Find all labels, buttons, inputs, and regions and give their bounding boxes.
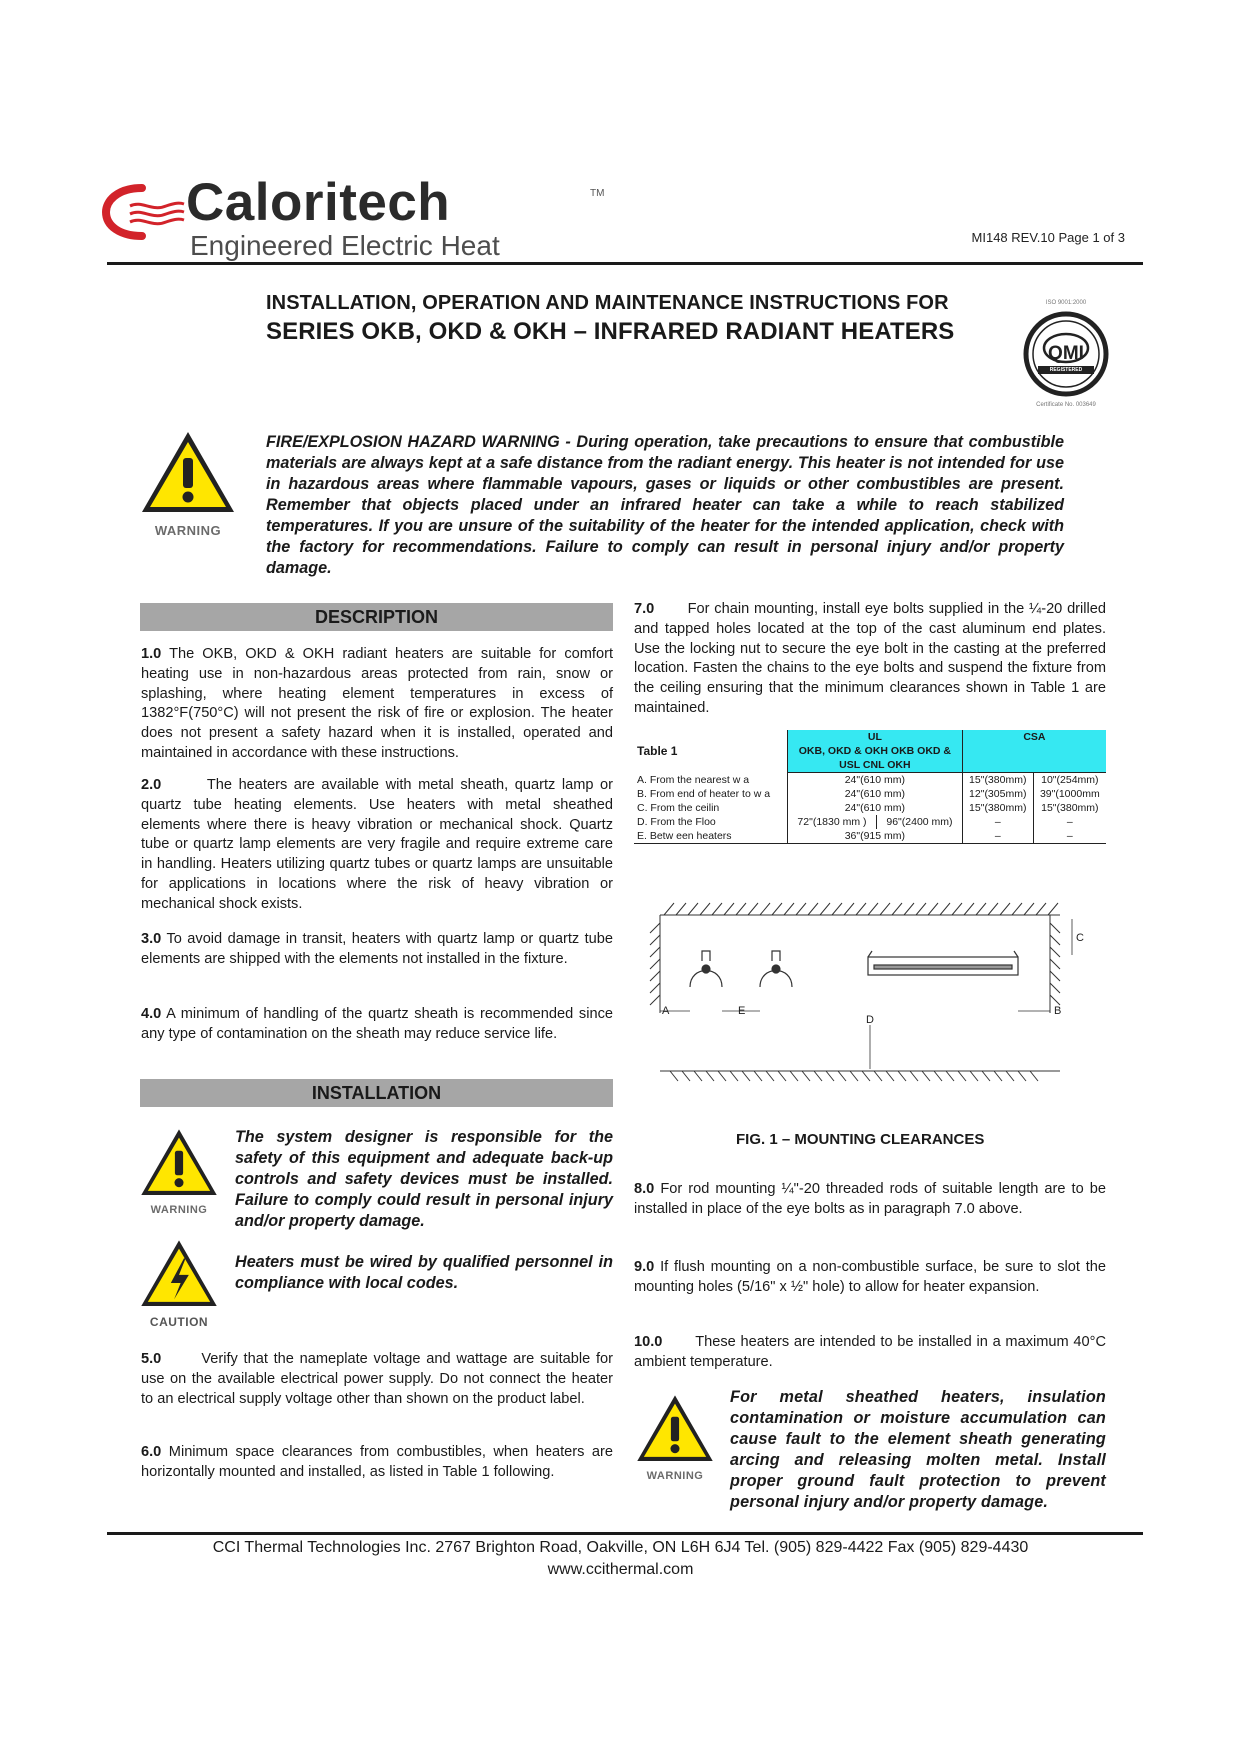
csa-value-2: 39"(1000mm — [1039, 788, 1100, 800]
figure-1-caption: FIG. 1 – MOUNTING CLEARANCES — [736, 1131, 985, 1148]
ul-header: UL — [787, 730, 962, 744]
paragraph-text: These heaters are intended to be installed in a maximum 40°C ambient temperature. — [634, 1334, 1106, 1370]
row-label: E. Betw een heaters — [634, 829, 787, 844]
warning-icon-label: WARNING — [154, 523, 222, 538]
csa-subheader-blank-2 — [962, 758, 1106, 773]
csa-value-1: 12"(305mm) — [962, 787, 1033, 801]
heater-end-view-2 — [760, 951, 792, 987]
registered-label: REGISTERED — [1049, 367, 1083, 373]
ul-value: 24"(610 mm) — [787, 787, 962, 801]
row-label: B. From end of heater to w a — [634, 787, 787, 801]
ul-value: 72"(1830 mm ) — [787, 815, 876, 829]
installation-heading: INSTALLATION — [140, 1079, 613, 1107]
dimension-e-label: E — [738, 1005, 746, 1017]
table-label: Table 1 — [634, 730, 787, 773]
csa-value-1: 15"(380mm) — [962, 773, 1033, 788]
document-title-line1: INSTALLATION, OPERATION AND MAINTENANCE INSTRUCTIONS FOR — [266, 292, 949, 314]
qmi-mark: QMI — [1048, 343, 1084, 364]
paragraph-6 — [141, 1443, 613, 1483]
csa-header: CSA — [962, 730, 1106, 744]
warning-icon-label: WARNING — [150, 1204, 208, 1216]
document-title-line2: SERIES OKB, OKD & OKH – INFRARED RADIANT HEATERS — [266, 318, 955, 345]
fire-warning-icon — [138, 428, 238, 538]
csa-value-1: – — [962, 829, 1033, 844]
paragraph-text: Verify that the nameplate voltage and wattage are suitable for use on the available electrical power supply. Do not connect the heater to an electrical supply voltage other than shown on the product label. — [141, 1351, 614, 1407]
row-label: D. From the Floo — [634, 815, 787, 829]
paragraph-number: 8.0 — [634, 1181, 655, 1197]
footer-divider — [107, 1532, 1143, 1535]
table-row — [634, 773, 1106, 788]
dimension-b-label: B — [1054, 1005, 1062, 1017]
heater-end-view-1 — [690, 951, 722, 987]
paragraph-7 — [634, 600, 1106, 719]
paragraph-number: 5.0 — [141, 1351, 162, 1367]
paragraph-number: 6.0 — [141, 1444, 162, 1460]
ground-fault-warning-icon — [634, 1392, 716, 1482]
paragraph-number: 1.0 — [141, 646, 162, 662]
table-row — [634, 815, 1106, 829]
certificate-number: Certificate No. 003649 — [1036, 402, 1096, 408]
paragraph-text: The heaters are available with metal sheath, quartz lamp or quartz tube heating elements. Use heaters with metal sheathed elements where there is heavy vibration or mechanical shock. Quartz tube or quartz lamp elements are very fragile and require extreme care in handling. Heaters utilizing quartz tubes or quartz lamps are unsuitable for applications in locations where the risk of heavy vibration or mechanical shock exists. — [141, 777, 613, 912]
caution-icon-label: CAUTION — [149, 1315, 209, 1329]
ul-value: 36"(915 mm) — [787, 829, 962, 844]
paragraph-8 — [634, 1180, 1106, 1220]
heater-side-view — [868, 951, 1018, 975]
paragraph-number: 4.0 — [141, 1006, 162, 1022]
fire-explosion-warning-text: FIRE/EXPLOSION HAZARD WARNING - During operation, take precautions to ensure that combustible materials are always kept at a safe distance from the radiant energy. This heater is not intended for use in hazardous areas where flammable vapours, gases or liquids or other combustibles are present. Remember that objects placed under an infrared heater can take a while to reach stabilized temperatures. If you are unsure of the suitability of the heater for the intended application, check with the factory for recommendations. Failure to comply can result in personal injury and/or property damage. — [266, 433, 1064, 577]
brand-tagline: Engineered Electric Heat — [190, 230, 500, 261]
row-label: C. From the ceilin — [634, 801, 787, 815]
paragraph-10 — [634, 1333, 1106, 1373]
paragraph-number: 3.0 — [141, 931, 162, 947]
dimension-d-label: D — [866, 1014, 874, 1026]
paragraph-number: 7.0 — [634, 601, 655, 617]
qmi-registration-badge — [1012, 300, 1120, 416]
paragraph-text: A minimum of handling of the quartz sheath is recommended since any type of contamination on the sheath may reduce service life. — [141, 1006, 613, 1042]
electrical-caution-icon — [138, 1237, 220, 1329]
ul-value-2: 96"(2400 mm) — [877, 815, 963, 829]
paragraph-number: 2.0 — [141, 777, 162, 793]
company-logo — [102, 173, 605, 261]
warning-icon-label: WARNING — [646, 1470, 704, 1482]
mounting-clearances-diagram — [640, 893, 1110, 1093]
ul-value: 24"(610 mm) — [787, 773, 962, 788]
dimension-a-label: A — [662, 1005, 670, 1017]
dimension-c-label: C — [1076, 932, 1084, 944]
iso-standard-label: ISO 9001:2000 — [1045, 300, 1087, 306]
table-row — [634, 787, 1106, 801]
paragraph-3 — [141, 930, 613, 970]
csa-value-1: 15"(380mm) — [962, 801, 1033, 815]
header-divider — [107, 262, 1143, 265]
paragraph-text: The OKB, OKD & OKH radiant heaters are suitable for comfort heating use in non-hazardous areas protected from rain, snow or splashing, where heating element temperatures in excess of 1382°F(750°C) will not present the risk of fire or explosion. The heater does not present a safety hazard when it is installed, operated and maintained in accordance with these instructions. — [141, 646, 613, 761]
installation-warning-text: The system designer is responsible for the safety of this equipment and adequate back-up controls and safety devices must be installed. Failure to comply could result in personal injury and/or property damage. — [235, 1128, 613, 1230]
ul-value: 24"(610 mm) — [787, 801, 962, 815]
caution-text: Heaters must be wired by qualified personnel in compliance with local codes. — [235, 1253, 613, 1292]
paragraph-text: If flush mounting on a non-combustible surface, be sure to slot the mounting holes (5/16" x ½" hole) to allow for heater expansion. — [634, 1259, 1106, 1295]
paragraph-5 — [141, 1350, 613, 1409]
paragraph-text: To avoid damage in transit, heaters with quartz lamp or quartz tube elements are shipped with the elements not installed in the fixture. — [141, 931, 613, 967]
ul-subheader-2: USL CNL OKH — [787, 758, 962, 773]
brand-name: Caloritech — [186, 173, 451, 232]
ground-fault-warning-text: For metal sheathed heaters, insulation contamination or moisture accumulation can cause fault to the element sheath generating arcing and releasing molten metal. Install proper ground fault protection to prevent personal injury and/or property damage. — [730, 1388, 1106, 1511]
table-row — [634, 801, 1106, 815]
paragraph-2 — [141, 776, 613, 915]
csa-subheader-blank — [962, 744, 1106, 758]
paragraph-text: For rod mounting ¼"-20 threaded rods of suitable length are to be installed in place of the eye bolts as in paragraph 7.0 above. — [634, 1181, 1106, 1217]
company-website: www.ccithermal.com — [547, 1561, 694, 1578]
company-address: CCI Thermal Technologies Inc. 2767 Brighton Road, Oakville, ON L6H 6J4 Tel. (905) 829-4422 Fax (905) 829-4430 — [212, 1539, 1029, 1556]
trademark-symbol: TM — [590, 188, 605, 199]
document-reference: MI148 REV.10 Page 1 of 3 — [971, 230, 1125, 245]
paragraph-9 — [634, 1258, 1106, 1298]
csa-value-2: 10"(254mm) — [1041, 774, 1099, 786]
csa-value-2: 15"(380mm) — [1041, 802, 1099, 814]
row-label: A. From the nearest w a — [634, 773, 787, 788]
paragraph-4 — [141, 1005, 613, 1045]
description-heading: DESCRIPTION — [140, 603, 613, 631]
installation-warning-icon — [138, 1126, 220, 1216]
paragraph-text: Minimum space clearances from combustibles, when heaters are horizontally mounted and installed, as listed in Table 1 following. — [141, 1444, 614, 1480]
ul-subheader-1: OKB, OKD & OKH OKB OKD & — [787, 744, 962, 758]
table-row — [634, 829, 1106, 844]
caloritech-swirl-icon — [102, 182, 186, 242]
table-1-clearances — [634, 730, 1106, 844]
paragraph-text: For chain mounting, install eye bolts supplied in the ¼-20 drilled and tapped holes located at the top of the cast aluminum end plates. Use the locking nut to secure the eye bolt in the casting at the preferred location. Fasten the chains to the eye bolts and suspend the fixture from the ceiling ensuring that the minimum clearances shown in Table 1 are maintained. — [634, 601, 1106, 716]
csa-value-1: – — [962, 815, 1033, 829]
paragraph-number: 9.0 — [634, 1259, 655, 1275]
csa-value-2: – — [1066, 816, 1073, 828]
paragraph-1 — [141, 645, 613, 764]
csa-value-2: – — [1033, 829, 1106, 844]
ceiling-hatch — [664, 903, 1058, 915]
paragraph-number: 10.0 — [634, 1334, 663, 1350]
